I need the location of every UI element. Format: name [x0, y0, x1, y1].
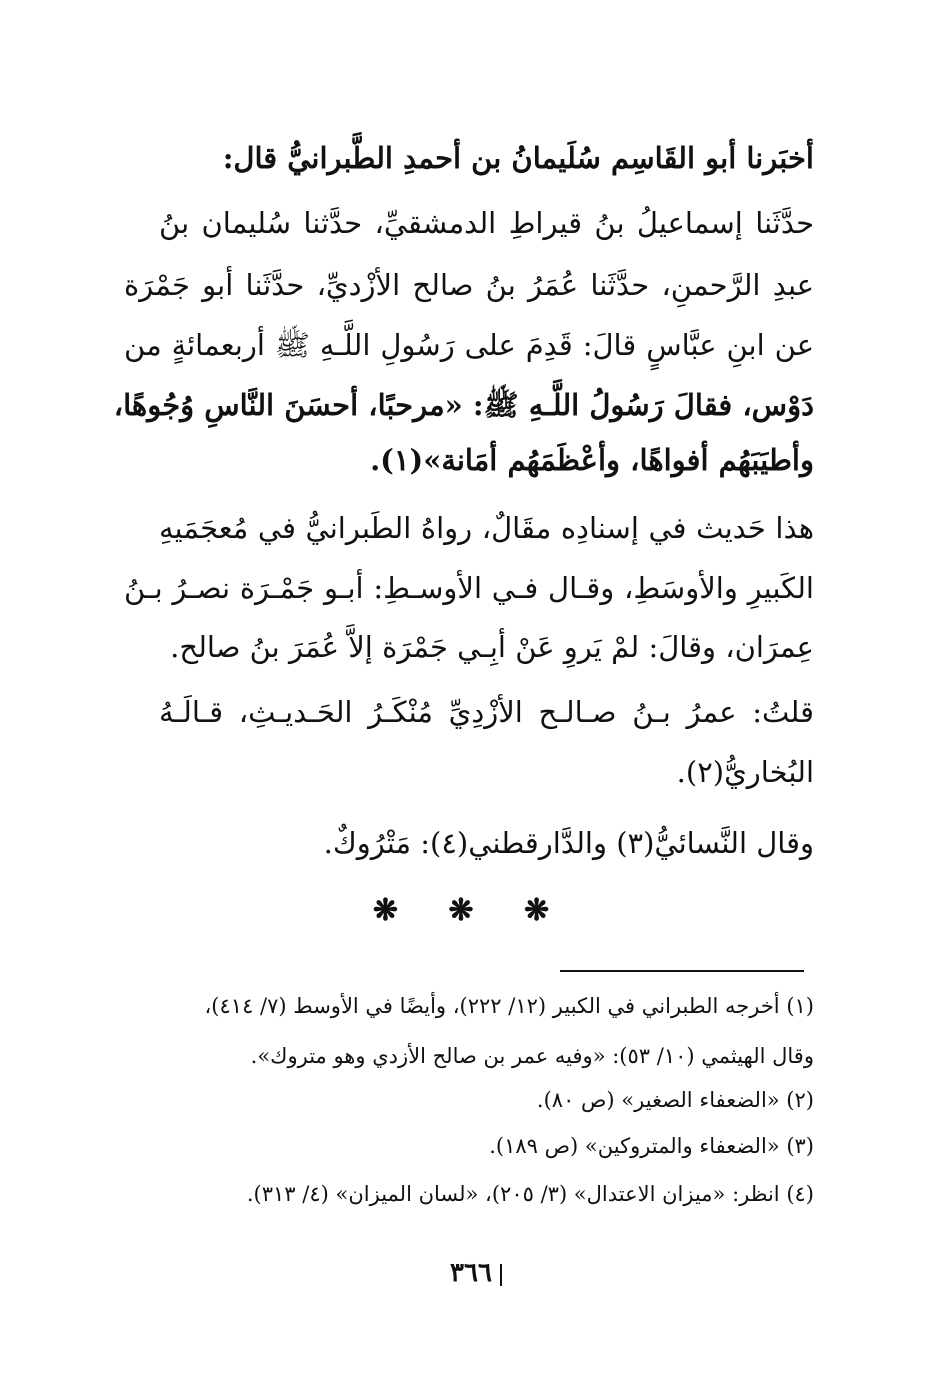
body-line: حدَّثَنا إسماعيلُ بنُ قيراطِ الدمشقيِّ، حدَّثنا سُليمان بنُ [159, 206, 814, 240]
body-line: وقال النَّسائيُّ(٣) والدَّارقطني(٤): مَتْرُوكٌ. [323, 826, 814, 860]
body-line: الكَبيرِ والأوسَطِ، وقـال فـي الأوسـطِ: أبـو جَمْـرَة نصـرُ بـنُ [124, 571, 814, 605]
section-divider-stars: ❋ ❋ ❋ [372, 893, 570, 928]
page-number: ٣٦٦ [450, 1258, 492, 1288]
body-line: البُخاريُّ(٢). [676, 755, 814, 789]
body-line: عن ابنِ عبَّاسٍ قالَ: قَدِمَ على رَسُولِ اللَّـهِ ﷺ أربعمائةٍ من [124, 328, 814, 362]
footnote: وقال الهيثمي (١٠/ ٥٣): «وفيه عمر بن صالح الأزدي وهو متروك». [250, 1044, 814, 1068]
body-line: وأطيَبَهُم أفواهًا، وأعْظَمَهُم أمَانة»(١). [370, 443, 814, 477]
body-line: قلتُ: عمرُ بـنُ صـالـح الأزْدِيِّ مُنْكَـرُ الحَـديـثِ، قـالَـهُ [159, 695, 814, 729]
footnote-separator [560, 970, 804, 972]
footnote: (٢) «الضعفاء الصغير» (ص ٨٠). [536, 1088, 814, 1112]
body-line: دَوْس، فقالَ رَسُولُ اللَّـهِ ﷺ: «مرحبًا، أحسَنَ النَّاسِ وُجُوهًا، [113, 388, 814, 422]
footnote: (٤) انظر: «ميزان الاعتدال» (٣/ ٢٠٥)، «لسان الميزان» (٤/ ٣١٣). [246, 1182, 814, 1206]
body-line: هذا حَديث في إسنادِه مقَالٌ، رواهُ الطَبرانيُّ في مُعجَمَيهِ [159, 511, 814, 545]
isnad-heading: أخبَرنا أبو القَاسِم سُلَيمانُ بن أحمدِ الطَّبرانيُّ قال: [222, 141, 814, 175]
footnote: (٣) «الضعفاء والمتروكين» (ص ١٨٩). [489, 1134, 814, 1158]
body-line: عبدِ الرَّحمنِ، حدَّثَنا عُمَرُ بنُ صالح الأزْديِّ، حدَّثَنا أبو جَمْرَة [124, 268, 814, 302]
footnote: (١) أخرجه الطبراني في الكبير (١٢/ ٢٢٢)، وأيضًا في الأوسط (٧/ ٤١٤)، [204, 994, 814, 1018]
body-line: عِمرَان، وقالَ: لمْ يَروِ عَنْ أبِـي جَمْرَة إلاَّ عُمَرَ بنُ صالح. [170, 630, 814, 664]
page-number-mark [500, 1264, 502, 1286]
